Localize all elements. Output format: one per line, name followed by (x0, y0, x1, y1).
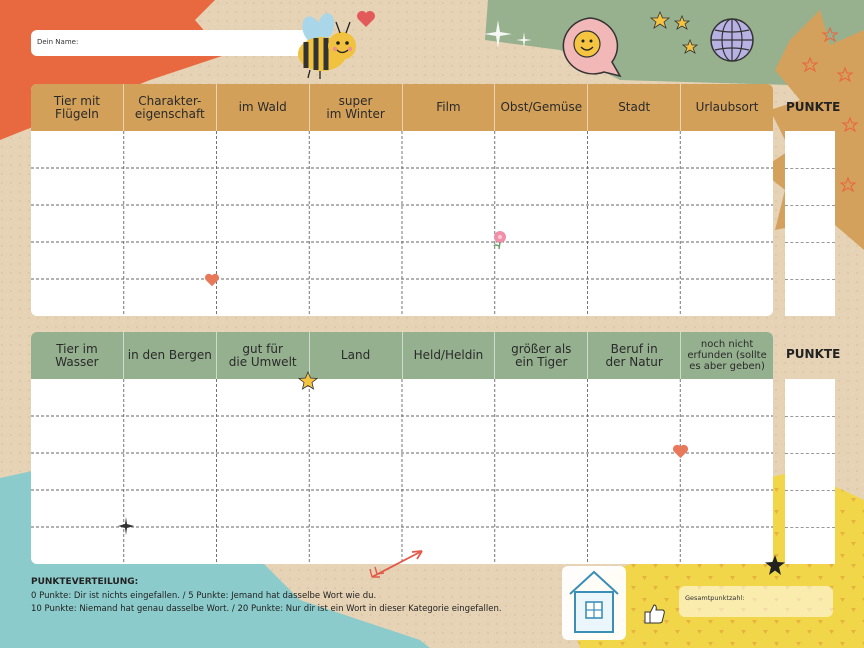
total-points-field[interactable] (679, 586, 833, 617)
column-header: Urlaubsort (680, 84, 773, 131)
answer-grid[interactable] (31, 131, 773, 316)
answer-grid[interactable] (31, 379, 773, 564)
column-header: Charakter- eigenschaft (123, 84, 216, 131)
points-label: PUNKTE (786, 100, 841, 114)
sparkle-icon (480, 18, 540, 54)
column-header: Tier im Wasser (55, 341, 99, 369)
legend-title: PUNKTEVERTEILUNG: (31, 577, 139, 587)
name-field[interactable] (31, 30, 311, 56)
total-points-label: Gesamtpunktzahl: (685, 594, 745, 602)
heart-icon (356, 10, 376, 28)
column-header: noch nicht erfunden (sollte es aber geben) (680, 332, 773, 379)
column-header: Tier mit Flügeln (53, 93, 101, 121)
table-header (31, 332, 773, 379)
name-field-label: Dein Name: (37, 38, 79, 46)
column-header: größer als ein Tiger (494, 332, 587, 379)
column-header: gut für die Umwelt (216, 332, 309, 379)
globe-icon (708, 16, 756, 64)
star-icon (764, 554, 786, 576)
star-icon (650, 10, 710, 56)
column-header: Land (309, 332, 402, 379)
column-header: Held/Heldin (402, 332, 495, 379)
flower-icon (491, 230, 509, 250)
column-header: in den Bergen (123, 332, 216, 379)
column-header: Obst/Gemüse (494, 84, 587, 131)
heart-icon (672, 444, 689, 459)
points-column-1[interactable] (785, 131, 835, 316)
legend-line: 0 Punkte: Dir ist nichts eingefallen. / 5 Punkte: Jemand hat dasselbe Wort wie du. (31, 590, 377, 601)
sparkle-icon (116, 516, 136, 536)
points-legend (31, 576, 502, 617)
thumbs-up-icon (643, 602, 667, 626)
category-table-2 (31, 332, 773, 564)
column-header: Film (402, 84, 495, 131)
column-header: im Wald (216, 84, 309, 131)
points-label: PUNKTE (786, 347, 841, 361)
speech-bubble-smiley-icon (554, 14, 626, 80)
column-header: Beruf in der Natur (587, 332, 680, 379)
table-header (31, 84, 773, 131)
star-icon (298, 371, 318, 390)
heart-icon (204, 273, 220, 287)
house-icon (558, 562, 630, 644)
legend-line: 10 Punkte: Niemand hat genau dasselbe Wort. / 20 Punkte: Nur dir ist ein Wort in dieser Kategorie eingefallen. (31, 604, 502, 614)
points-column-2[interactable] (785, 379, 835, 564)
column-header: Stadt (587, 84, 680, 131)
column-header: super im Winter (309, 84, 402, 131)
category-table-1 (31, 84, 773, 316)
